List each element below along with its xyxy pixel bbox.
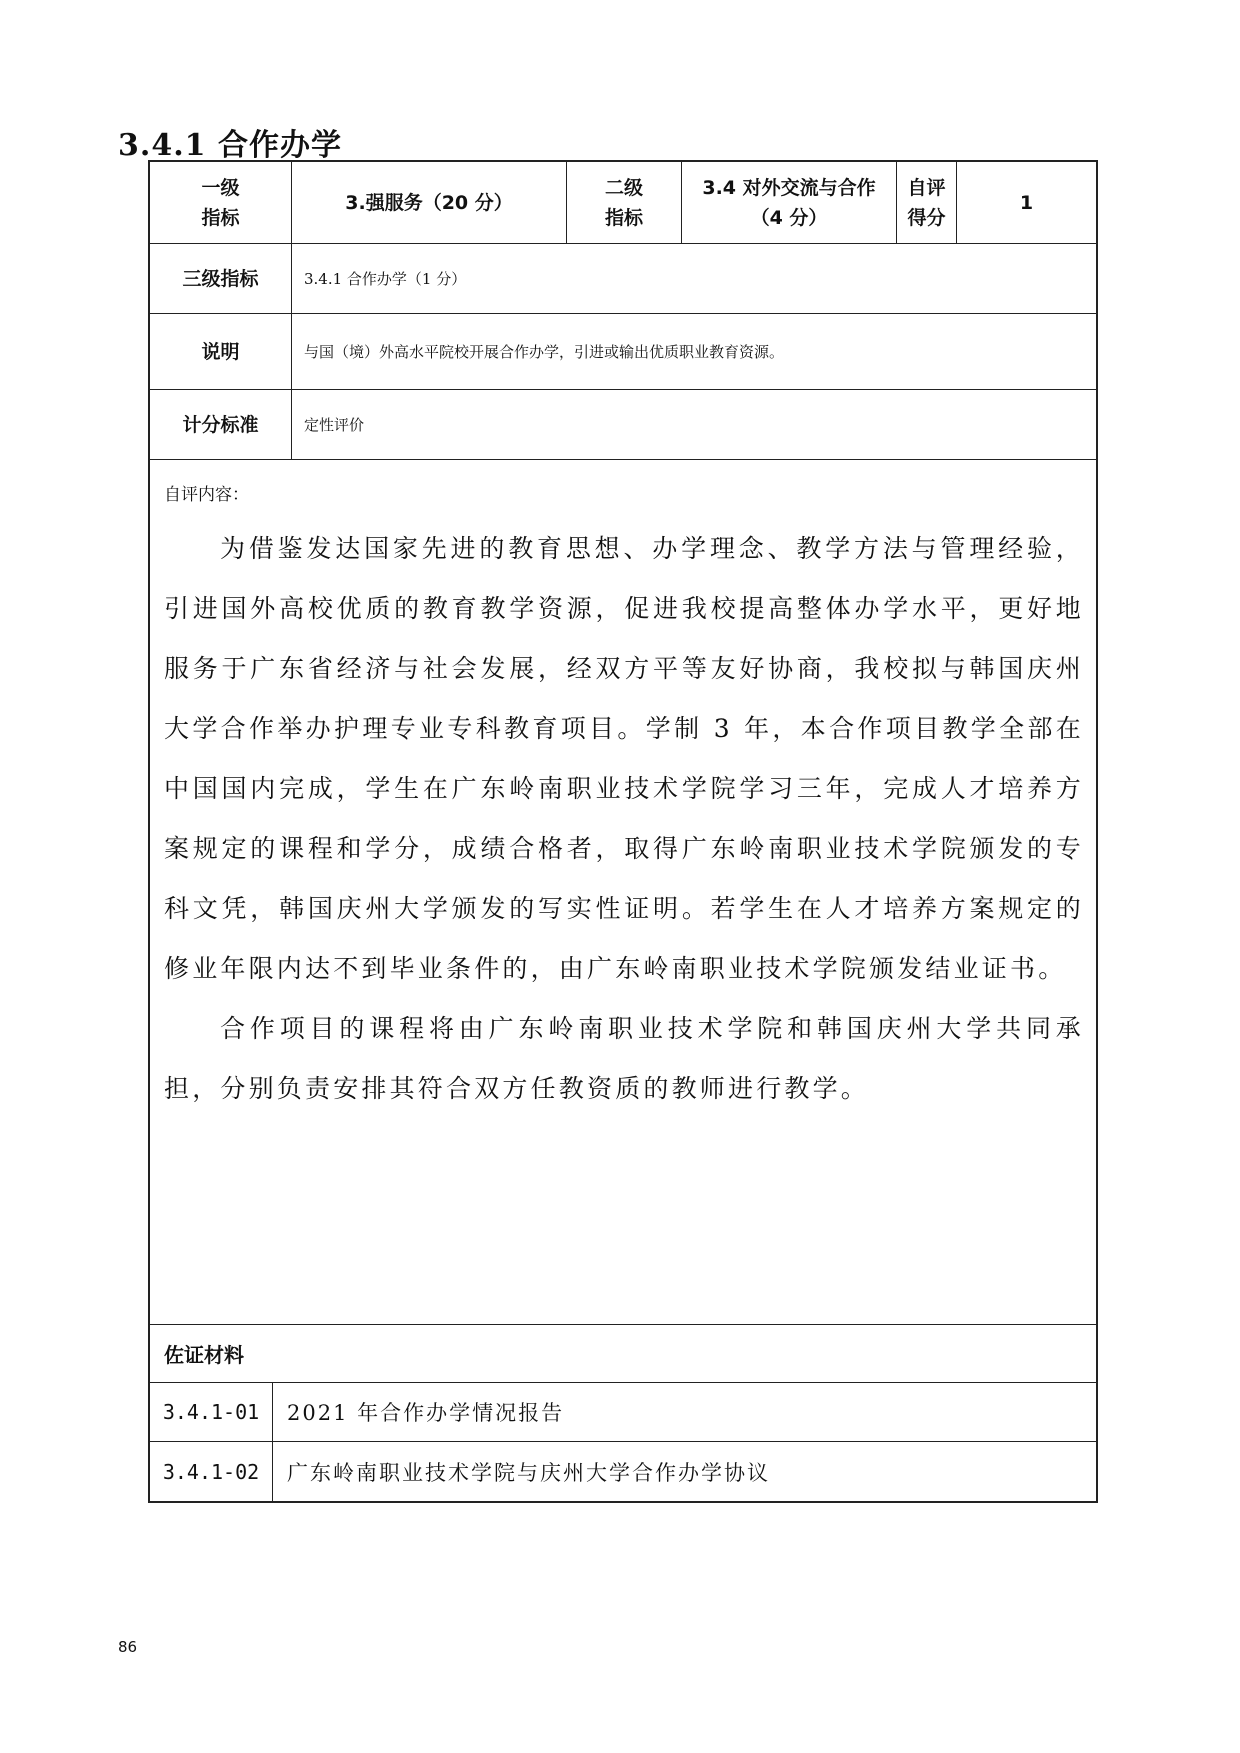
self-score-value: 1 xyxy=(1019,191,1034,214)
level3-label: 三级指标 xyxy=(150,244,292,313)
evidence-row xyxy=(150,1442,1096,1501)
description-value: 与国（境）外高水平院校开展合作办学，引进或输出优质职业教育资源。 xyxy=(304,343,785,361)
evidence-code: 3.4.1-02 xyxy=(150,1442,273,1501)
evaluation-table xyxy=(148,160,1098,1503)
self-score-label: 自评 得分 xyxy=(897,162,957,243)
scoring-value: 定性评价 xyxy=(304,416,365,434)
section-heading: 3.4.1 合作办学 xyxy=(118,128,342,163)
evidence-name: 2021 年合作办学情况报告 xyxy=(287,1401,565,1425)
level3-value: 3.4.1 合作办学（1 分） xyxy=(304,270,467,288)
self-evaluation-lead: 自评内容： xyxy=(164,485,249,505)
evidence-row xyxy=(150,1383,1096,1442)
scoring-label: 计分标准 xyxy=(150,390,292,459)
indicator-header-row xyxy=(150,162,1096,244)
self-evaluation-paragraph-2: 合作项目的课程将由广东岭南职业技术学院和韩国庆州大学共同承担，分别负责安排其符合双方任教资质的教师进行教学。 xyxy=(164,1014,1084,1103)
level2-label: 二级 指标 xyxy=(567,162,682,243)
scoring-row xyxy=(150,390,1096,460)
evidence-name: 广东岭南职业技术学院与庆州大学合作办学协议 xyxy=(287,1460,770,1485)
page-number: 86 xyxy=(118,1638,138,1656)
description-label: 说明 xyxy=(150,314,292,389)
level1-value: 3.强服务（20 分） xyxy=(292,162,567,243)
level1-label: 一级 指标 xyxy=(150,162,292,243)
level3-row xyxy=(150,244,1096,314)
self-evaluation-paragraph-1: 为借鉴发达国家先进的教育思想、办学理念、教学方法与管理经验，引进国外高校优质的教育教学资源，促进我校提高整体办学水平，更好地服务于广东省经济与社会发展，经双方平等友好协商，我校拟与韩国庆州大学合作举办护理专业专科教育项目。学制 3 年，本合作项目教学全部在中国国内完成，学生在广东岭南职业技术学院学习三年，完成人才培养方案规定的课程和学分，成绩合格者，取得广东岭南职业技术学院颁发的专科文凭，韩国庆州大学颁发的写实性证明。若学生在人才培养方案规定的修业年限内达不到毕业条件的，由广东岭南职业技术学院颁发结业证书。 xyxy=(164,534,1084,983)
evidence-code: 3.4.1-01 xyxy=(150,1383,273,1441)
description-row xyxy=(150,314,1096,390)
evidence-title: 佐证材料 xyxy=(150,1325,1096,1383)
level2-value: 3.4 对外交流与合作 （4 分） xyxy=(682,162,897,243)
self-evaluation-content xyxy=(150,460,1096,1325)
